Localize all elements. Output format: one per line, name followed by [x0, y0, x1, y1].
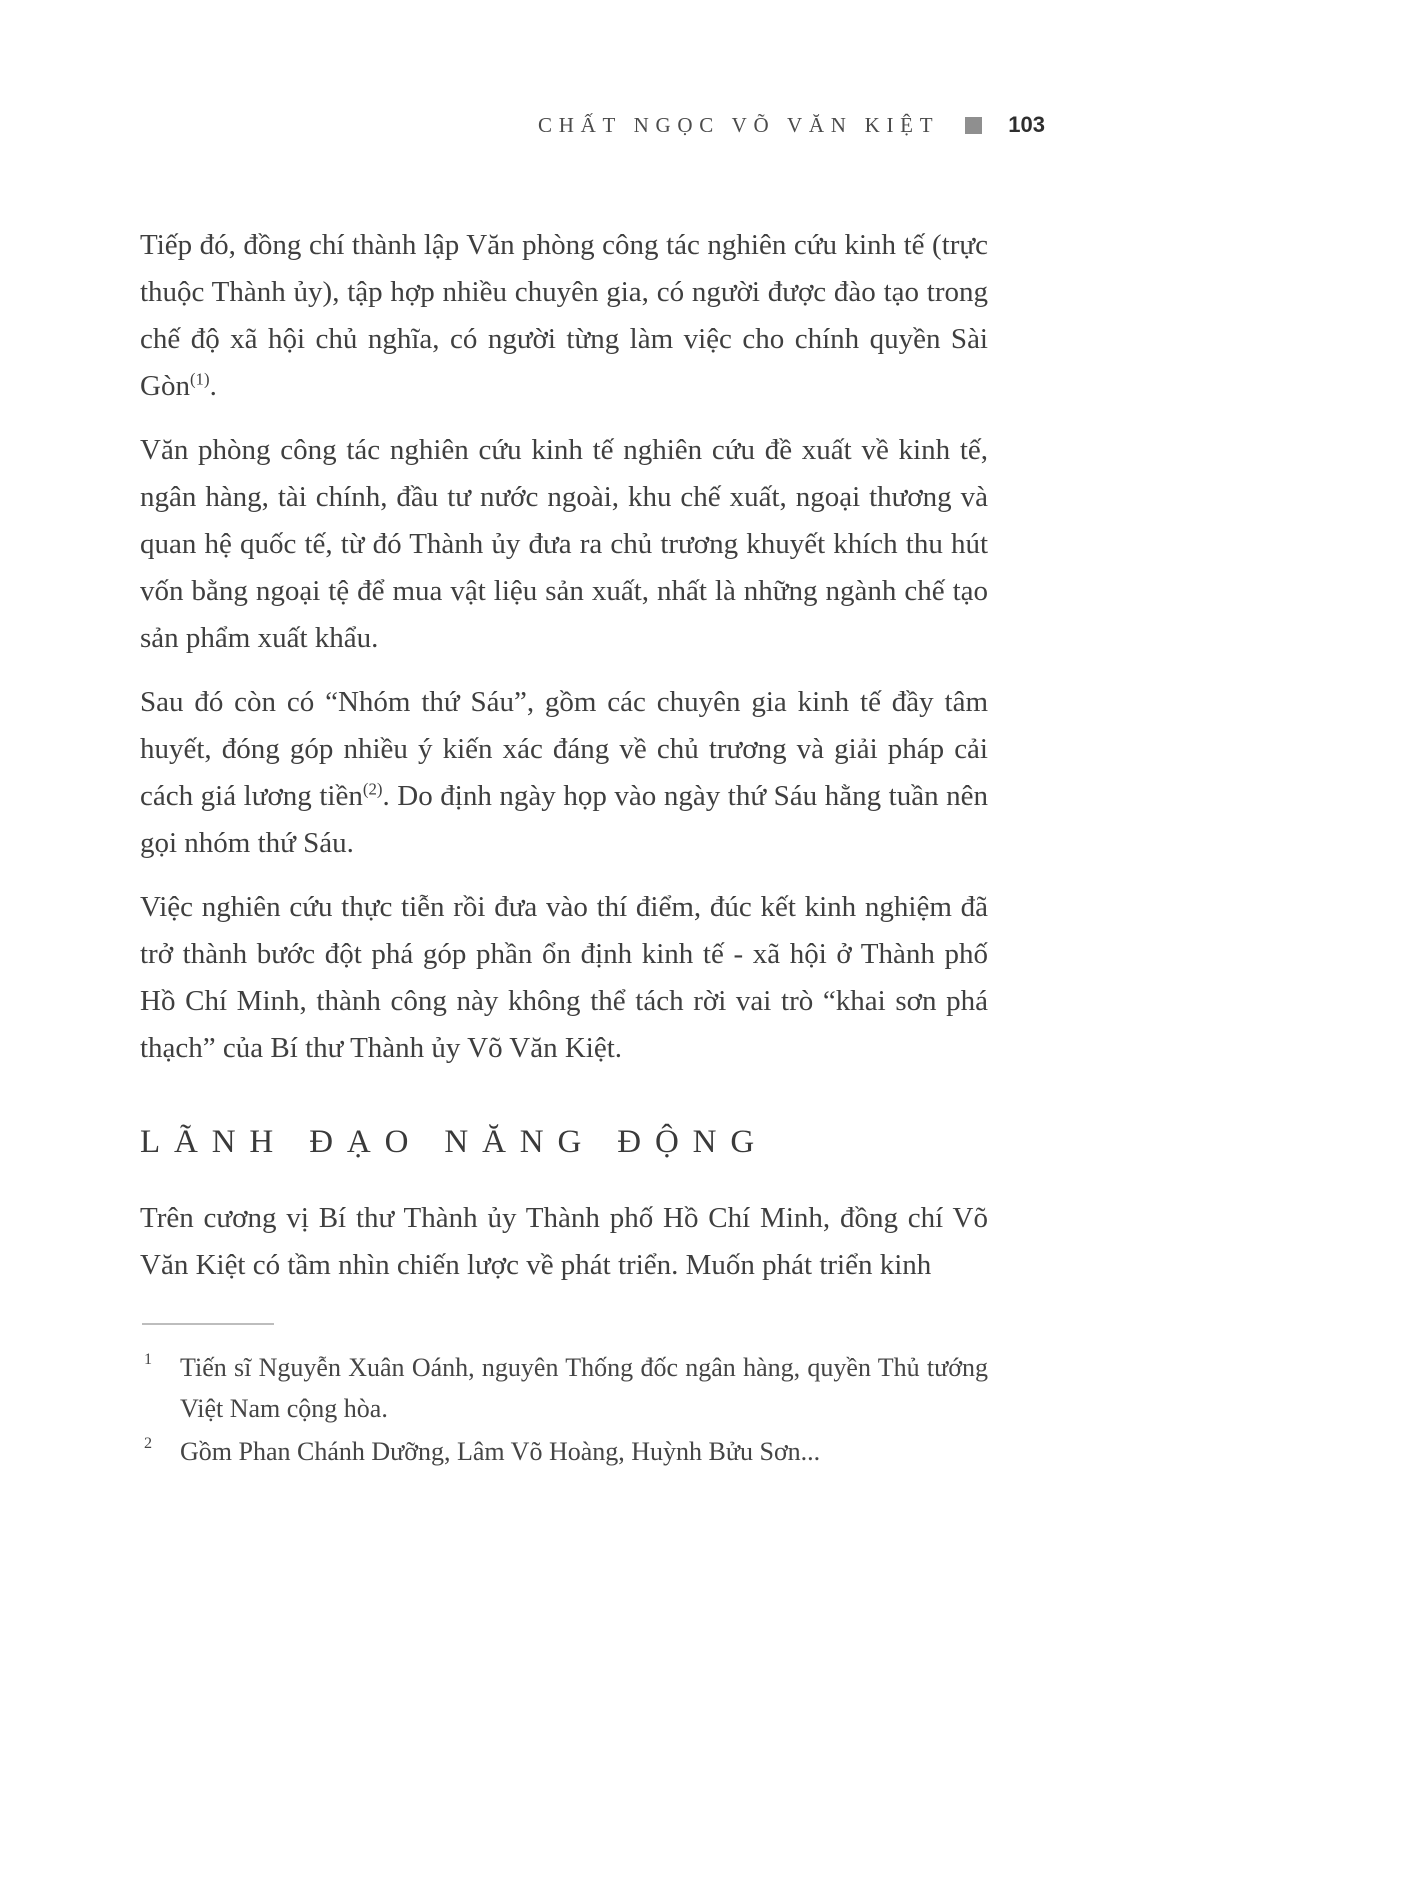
paragraph-3-text: Sau đó còn có “Nhóm thứ Sáu”, gồm các chuyên gia kinh tế đầy tâm huyết, đóng góp nhiều ý kiến xác đáng về chủ trương và giải pháp cải cách giá lương tiền	[140, 686, 988, 812]
paragraph-4-text: Việc nghiên cứu thực tiễn rồi đưa vào thí điểm, đúc kết kinh nghiệm đã trở thành bước đột phá góp phần ổn định kinh tế - xã hội ở Thành phố Hồ Chí Minh, thành công này không thể tách rời vai trò “khai sơn phá thạch” của Bí thư Thành ủy Võ Văn Kiệt.	[140, 891, 988, 1064]
paragraph-4	[140, 884, 988, 1072]
square-bullet-icon	[965, 117, 982, 134]
footnote-2-marker: 2	[144, 1435, 153, 1452]
paragraph-1-tail: .	[209, 370, 217, 402]
footnote-1	[140, 1347, 988, 1429]
paragraph-3	[140, 679, 988, 867]
page-number: 103	[1008, 112, 1045, 137]
footnote-reference-2: (2)	[362, 779, 383, 799]
paragraph-5-text: Trên cương vị Bí thư Thành ủy Thành phố Hồ Chí Minh, đồng chí Võ Văn Kiệt có tầm nhìn chiến lược về phát triển. Muốn phát triển kinh	[140, 1202, 988, 1281]
section-heading: LÃNH ĐẠO NĂNG ĐỘNG	[140, 1124, 769, 1160]
running-title: CHẤT NGỌC VÕ VĂN KIỆT	[537, 112, 940, 137]
footnote-2	[140, 1431, 988, 1472]
text-column	[140, 222, 988, 1474]
paragraph-1-text: Tiếp đó, đồng chí thành lập Văn phòng công tác nghiên cứu kinh tế (trực thuộc Thành ủy), tập hợp nhiều chuyên gia, có người được đào tạo trong chế độ xã hội chủ nghĩa, có người từng làm việc cho chính quyền Sài Gòn	[140, 229, 988, 402]
footnote-1-marker: 1	[144, 1351, 153, 1368]
paragraph-2	[140, 427, 988, 662]
paragraph-5	[140, 1195, 988, 1289]
paragraph-2-text: Văn phòng công tác nghiên cứu kinh tế nghiên cứu đề xuất về kinh tế, ngân hàng, tài chính, đầu tư nước ngoài, khu chế xuất, ngoại thương và quan hệ quốc tế, từ đó Thành ủy đưa ra chủ trương khuyết khích thu hút vốn bằng ngoại tệ để mua vật liệu sản xuất, nhất là những ngành chế tạo sản phẩm xuất khẩu.	[140, 434, 988, 654]
paragraph-1	[140, 222, 988, 410]
footnote-divider	[142, 1323, 274, 1325]
footnote-2-text: Gồm Phan Chánh Dưỡng, Lâm Võ Hoàng, Huỳnh Bửu Sơn...	[180, 1437, 821, 1466]
footnotes	[140, 1347, 988, 1472]
footnote-1-text: Tiến sĩ Nguyễn Xuân Oánh, nguyên Thống đốc ngân hàng, quyền Thủ tướng Việt Nam cộng hòa.	[180, 1353, 988, 1423]
paragraph-3-tail: . Do định ngày họp vào ngày thứ Sáu hằng tuần nên gọi nhóm thứ Sáu.	[140, 780, 989, 859]
running-header	[140, 112, 1045, 138]
footnote-reference-1: (1)	[189, 369, 210, 389]
